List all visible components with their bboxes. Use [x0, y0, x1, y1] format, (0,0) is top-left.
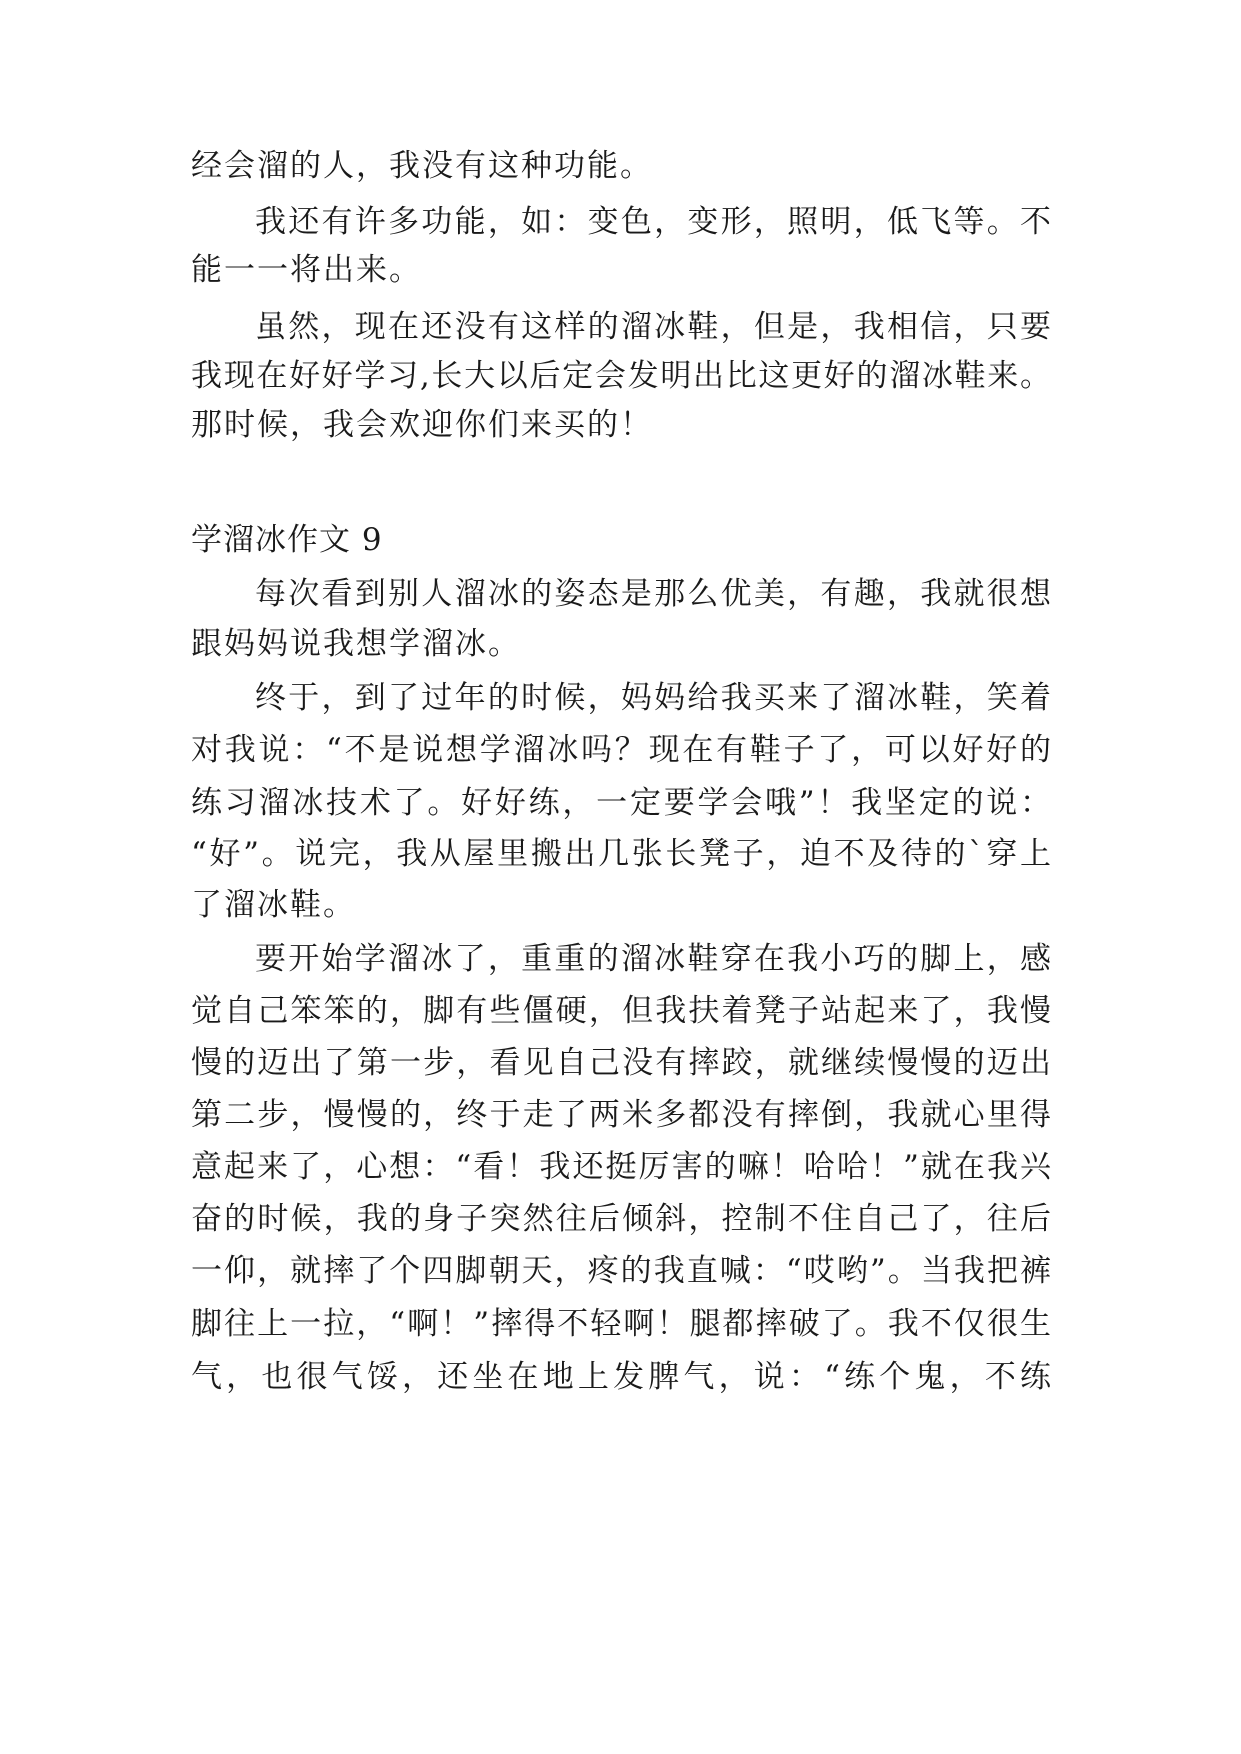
- text-line: 意起来了，心想：“看！我还挺厉害的嘛！哈哈！”就在我兴: [191, 1149, 1051, 1185]
- text-line: 对我说：“不是说想学溜冰吗？现在有鞋子了，可以好好的: [191, 732, 1051, 768]
- paragraph-start-line: 虽然，现在还没有这样的溜冰鞋，但是，我相信，只要: [255, 309, 1051, 345]
- text-line: 我现在好好学习,长大以后定会发明出比这更好的溜冰鞋来。: [191, 358, 1051, 394]
- paragraph-start-line: 终于，到了过年的时候，妈妈给我买来了溜冰鞋，笑着: [255, 680, 1051, 716]
- text-line: 脚往上一拉，“啊！”摔得不轻啊！腿都摔破了。我不仅很生: [191, 1306, 1051, 1342]
- text-line: 跟妈妈说我想学溜冰。: [191, 626, 521, 662]
- paragraph-start-line: 要开始学溜冰了，重重的溜冰鞋穿在我小巧的脚上，感: [255, 941, 1051, 977]
- text-line: 觉自己笨笨的，脚有些僵硬，但我扶着凳子站起来了，我慢: [191, 993, 1051, 1029]
- text-line: “好”。说完，我从屋里搬出几张长凳子，迫不及待的`穿上: [191, 836, 1051, 872]
- section-heading: 学溜冰作文 9: [191, 522, 383, 558]
- text-line: 经会溜的人，我没有这种功能。: [191, 148, 653, 184]
- text-line: 第二步，慢慢的，终于走了两米多都没有摔倒，我就心里得: [191, 1097, 1051, 1133]
- text-line: 了溜冰鞋。: [191, 887, 356, 923]
- text-line: 能一一将出来。: [191, 252, 422, 288]
- text-line: 慢的迈出了第一步，看见自己没有摔跤，就继续慢慢的迈出: [191, 1045, 1051, 1081]
- text-line: 那时候，我会欢迎你们来买的！: [191, 407, 653, 443]
- paragraph-start-line: 每次看到别人溜冰的姿态是那么优美，有趣，我就很想: [255, 576, 1051, 612]
- text-line: 练习溜冰技术了。好好练，一定要学会哦”！我坚定的说：: [191, 785, 1051, 821]
- text-line: 奋的时候，我的身子突然往后倾斜，控制不住自己了，往后: [191, 1201, 1051, 1237]
- text-line: 气，也很气馁，还坐在地上发脾气，说：“练个鬼，不练: [191, 1359, 1051, 1395]
- paragraph-start-line: 我还有许多功能，如：变色，变形，照明，低飞等。不: [255, 204, 1051, 240]
- text-line: 一仰，就摔了个四脚朝天，疼的我直喊：“哎哟”。当我把裤: [191, 1253, 1051, 1289]
